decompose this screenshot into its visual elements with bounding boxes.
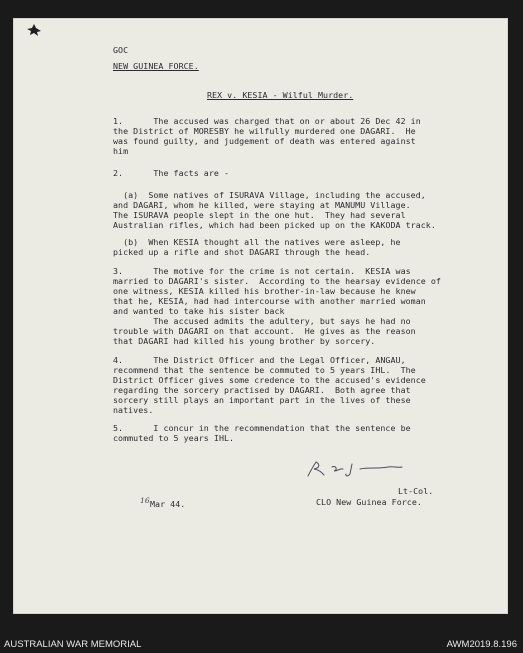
addressee-line-2: NEW GUINEA FORCE. xyxy=(113,61,199,71)
archive-name: AUSTRALIAN WAR MEMORIAL xyxy=(4,639,142,650)
para3-line: one witness, KESIA killed his brother-in-law because he knew xyxy=(113,286,416,296)
para5-line: 5. I concur in the recommendation that the sentence be xyxy=(113,423,411,433)
para4-line: sorcery still plays an important part in the lives of these xyxy=(113,395,411,405)
para4-line: regarding the sorcery practised by DAGARI. Both agree that xyxy=(113,385,411,395)
para3-line: 3. The motive for the crime is not certain. KESIA was xyxy=(113,266,411,276)
para3-line: married to DAGARI's sister. According to the hearsay evidence of xyxy=(113,276,441,286)
para3-line: and wanted to take his sister back xyxy=(113,306,285,316)
date-text: Mar 44. xyxy=(150,499,186,509)
document-title: REX v. KESIA - Wilful Murder. xyxy=(207,90,354,100)
para1-line: was found guilty, and judgement of death was entered against xyxy=(113,136,416,146)
para3-line: The accused admits the adultery, but says he had no xyxy=(113,316,411,326)
para2a-line: Australian rifles, which had been picked up on the KAKODA track. xyxy=(113,220,436,230)
para5-line: commuted to 5 years IHL. xyxy=(113,433,235,443)
para3-line: that DAGARI had killed his young brother by sorcery. xyxy=(113,336,376,346)
signatory-position: CLO New Guinea Force. xyxy=(316,497,422,507)
para2a-line: The ISURAVA people slept in the one hut. They had several xyxy=(113,210,406,220)
para2b-line: picked up a rifle and shot DAGARI through the head. xyxy=(113,247,371,257)
para2a-line: (a) Some natives of ISURAVA Village, including the accused, xyxy=(113,190,426,200)
para1-line: 1. The accused was charged that on or about 26 Dec 42 in xyxy=(113,116,421,126)
para4-line: recommend that the sentence be commuted to 5 years IHL. The xyxy=(113,365,416,375)
para2a-line: and DAGARI, whom he killed, were staying at MANUMU Village. xyxy=(113,200,411,210)
para4-line: natives. xyxy=(113,405,154,415)
handwritten-signature xyxy=(298,458,418,480)
para1-line: him xyxy=(113,146,129,156)
archive-footer-bar xyxy=(0,614,523,653)
addressee-line-1: GOC xyxy=(113,45,129,55)
para1-line: the District of MORESBY he wilfully murdered one DAGARI. He xyxy=(113,126,416,136)
para2-heading: 2. The facts are - xyxy=(113,168,230,178)
para3-line: trouble with DAGARI on that account. He gives as the reason xyxy=(113,326,416,336)
archive-accession-number: AWM2019.8.196 xyxy=(446,639,517,650)
signatory-rank: Lt-Col. xyxy=(398,486,434,496)
ink-blot-mark xyxy=(26,23,42,37)
para4-line: 4. The District Officer and the Legal Officer, ANGAU, xyxy=(113,355,406,365)
para3-line: that he, KESIA, had had intercourse with another married woman xyxy=(113,296,426,306)
date-day-handwritten: 16 xyxy=(140,496,150,505)
para2b-line: (b) When KESIA thought all the natives were asleep, he xyxy=(113,237,401,247)
para4-line: District Officer gives some credence to the accused's evidence xyxy=(113,375,426,385)
